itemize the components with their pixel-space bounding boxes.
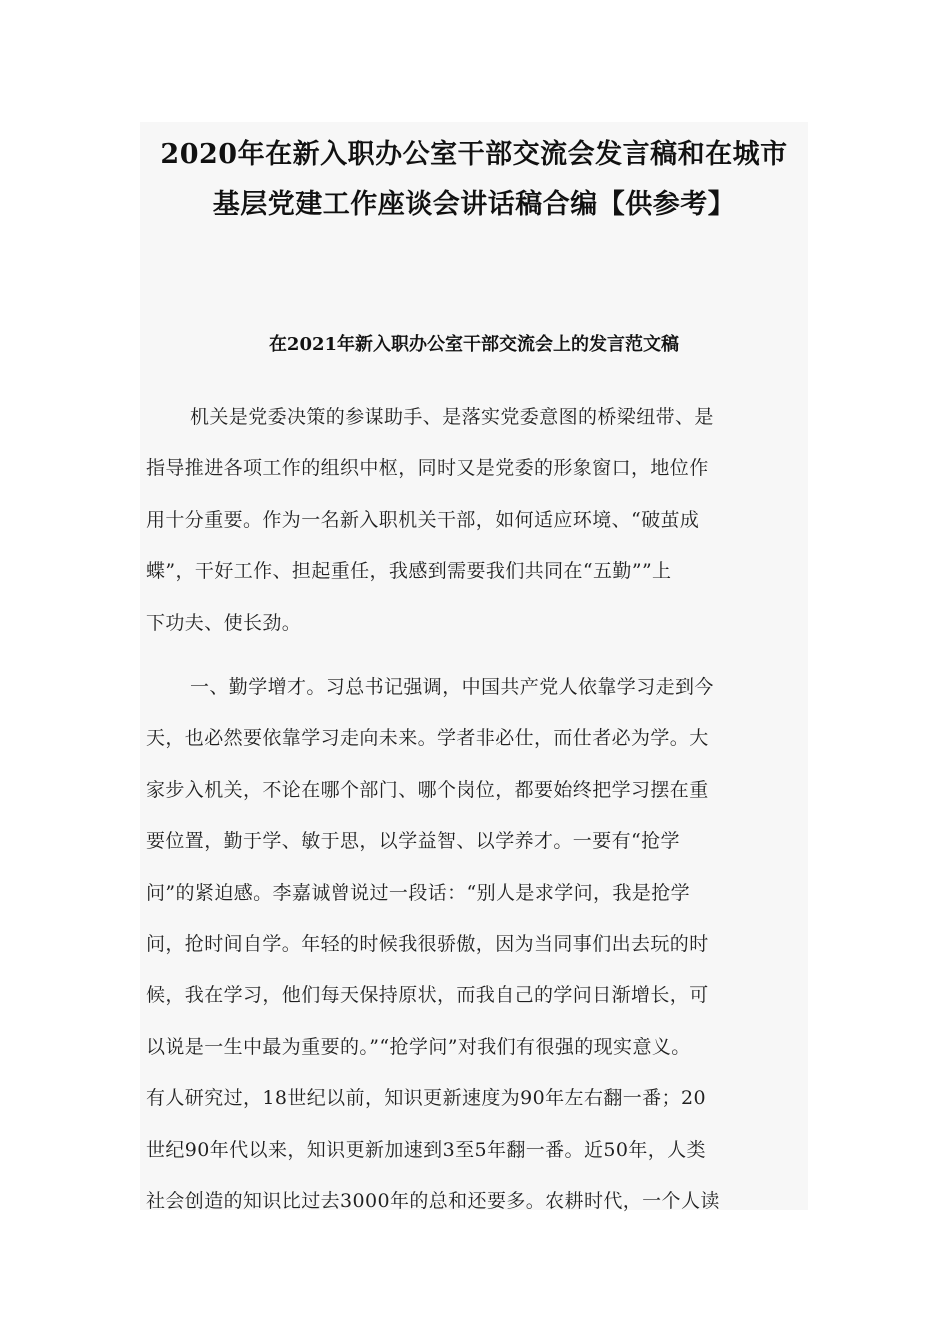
paragraph-line: 蝶”，干好工作、担起重任，我感到需要我们共同在“五勤””上 [146, 560, 672, 583]
paragraph-line: 一、勤学增才。习总书记强调，中国共产党人依靠学习走到今 [190, 676, 714, 698]
document-title [140, 130, 808, 230]
paragraph-line: 有人研究过，18世纪以前，知识更新速度为90年左右翻一番；20 [146, 1087, 706, 1110]
document-title-line: 2020年在新入职办公室干部交流会发言稿和在城市 [160, 139, 788, 170]
paragraph-line: 用十分重要。作为一名新入职机关干部，如何适应环境、“破茧成 [146, 508, 700, 531]
paragraph-line: 机关是党委决策的参谋助手、是落实党委意图的桥梁纽带、是 [190, 406, 714, 428]
document-title-line: 基层党建工作座谈会讲话稿合编【供参考】 [212, 189, 736, 220]
paragraph-line: 指导推进各项工作的组织中枢，同时又是党委的形象窗口，地位作 [146, 457, 709, 480]
body-paragraph [146, 392, 806, 649]
paragraph-line: 问，抢时间自学。年轻的时候我很骄傲，因为当同事们出去玩的时 [146, 932, 709, 955]
paragraph-line: 世纪90年代以来，知识更新加速到3至5年翻一番。近50年，人类 [146, 1138, 706, 1161]
paragraph-line: 以说是一生中最为重要的。”“抢学问”对我们有很强的现实意义。 [146, 1035, 691, 1058]
section-heading: 在2021年新入职办公室干部交流会上的发言范文稿 [268, 334, 680, 355]
paragraph-line: 下功夫、使长劲。 [146, 611, 302, 634]
paragraph-line: 社会创造的知识比过去3000年的总和还要多。农耕时代，一个人读 [146, 1189, 720, 1212]
paragraph-line: 问”的紧迫感。李嘉诚曾说过一段话：“别人是求学问，我是抢学 [146, 881, 691, 904]
paragraph-line: 候，我在学习，他们每天保持原状，而我自己的学问日渐增长，可 [146, 984, 709, 1007]
body-paragraph [146, 662, 806, 1227]
paragraph-line: 要位置，勤于学、敏于思，以学益智、以学养才。一要有“抢学 [146, 830, 680, 853]
paragraph-line: 家步入机关，不论在哪个部门、哪个岗位，都要始终把学习摆在重 [146, 778, 709, 801]
paragraph-line: 天，也必然要依靠学习走向未来。学者非必仕，而仕者必为学。大 [146, 727, 709, 750]
